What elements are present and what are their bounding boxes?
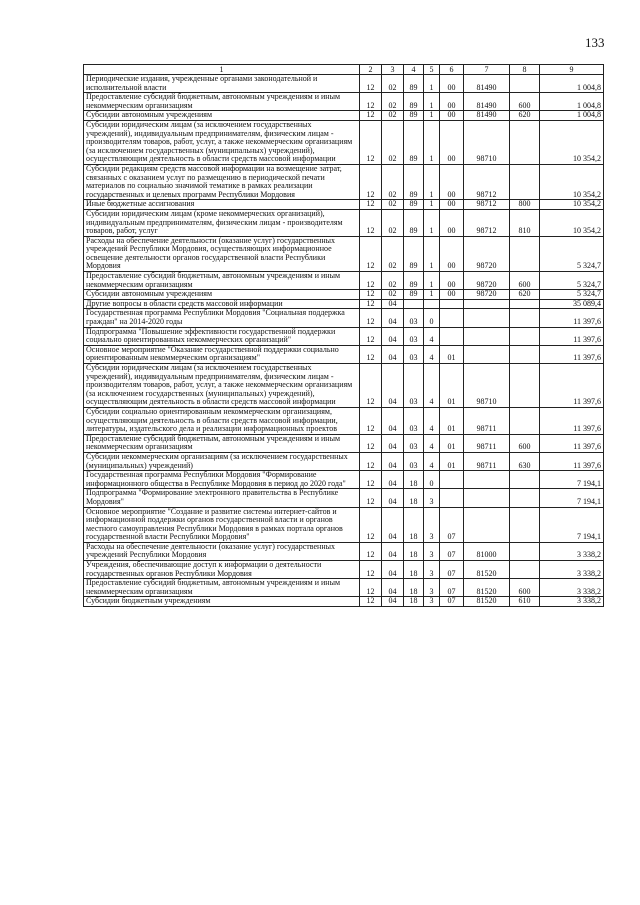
table-row: [84, 209, 604, 236]
table-row: [84, 272, 604, 290]
cell-code: 810: [510, 209, 540, 236]
cell-code: 02: [382, 93, 404, 111]
cell-code: 18: [404, 561, 424, 579]
cell-code: 12: [360, 120, 382, 164]
table-row: [84, 542, 604, 560]
cell-code: 04: [382, 542, 404, 560]
cell-code: 81520: [464, 579, 510, 597]
cell-code: 12: [360, 471, 382, 489]
row-name: Учреждения, обеспечивающие доступ к информации о деятельности государственных органов Республики Мордовия: [84, 561, 360, 579]
row-name: Основное мероприятие "Создание и развитие системы интернет-сайтов и информационной поддержки органов государственной власти и органов местного самоуправления Республики Мордовия в рамках портала органов государственной власти Республики Мордовия": [84, 507, 360, 542]
row-name: Субсидии бюджетным учреждениям: [84, 597, 360, 607]
cell-amount: 3 338,2: [540, 597, 604, 607]
cell-code: 12: [360, 345, 382, 363]
cell-code: 98720: [464, 272, 510, 290]
row-name: Государственная программа Республики Мордовия "Формирование информационного общества в Республике Мордовия в период до 2020 года": [84, 471, 360, 489]
cell-code: [440, 327, 464, 345]
cell-code: 04: [382, 434, 404, 452]
cell-code: 89: [404, 164, 424, 199]
cell-amount: 7 194,1: [540, 471, 604, 489]
cell-code: 02: [382, 120, 404, 164]
cell-code: 12: [360, 93, 382, 111]
cell-amount: 35 089,4: [540, 299, 604, 309]
table-row: [84, 561, 604, 579]
cell-code: 800: [510, 200, 540, 210]
table-row: [84, 579, 604, 597]
table-row: [84, 111, 604, 121]
cell-code: 02: [382, 75, 404, 93]
cell-code: 4: [424, 434, 440, 452]
cell-code: 12: [360, 309, 382, 327]
cell-amount: 1 004,8: [540, 75, 604, 93]
table-row: [84, 434, 604, 452]
cell-code: 12: [360, 299, 382, 309]
column-header: 5: [424, 65, 440, 75]
cell-code: 98710: [464, 120, 510, 164]
cell-code: 600: [510, 93, 540, 111]
cell-code: 4: [424, 345, 440, 363]
cell-code: 18: [404, 507, 424, 542]
cell-code: 04: [382, 561, 404, 579]
row-name: Расходы на обеспечение деятельности (оказание услуг) государственных учреждений Республики Мордовия, осуществляющих информационное освещение деятельности органов государственной власти Республики Мордовия: [84, 236, 360, 271]
budget-table: [83, 64, 604, 607]
column-header: 3: [382, 65, 404, 75]
cell-code: 02: [382, 111, 404, 121]
cell-code: [440, 299, 464, 309]
cell-code: 600: [510, 579, 540, 597]
table-row: [84, 471, 604, 489]
cell-code: [510, 164, 540, 199]
table-row: [84, 364, 604, 408]
cell-code: 03: [404, 327, 424, 345]
cell-amount: 11 397,6: [540, 309, 604, 327]
table-row: [84, 93, 604, 111]
cell-code: [510, 407, 540, 434]
cell-code: 12: [360, 75, 382, 93]
column-header: 8: [510, 65, 540, 75]
column-header: 1: [84, 65, 360, 75]
cell-code: [464, 507, 510, 542]
cell-code: [464, 299, 510, 309]
cell-code: 81520: [464, 561, 510, 579]
cell-code: 01: [440, 364, 464, 408]
row-name: Подпрограмма "Повышение эффективности государственной поддержки социально ориентированных некоммерческих организаций": [84, 327, 360, 345]
row-name: Субсидии автономным учреждениям: [84, 111, 360, 121]
cell-code: 3: [424, 489, 440, 507]
row-name: Предоставление субсидий бюджетным, автономным учреждениям и иным некоммерческим организациям: [84, 93, 360, 111]
cell-code: 12: [360, 407, 382, 434]
cell-code: [510, 327, 540, 345]
cell-code: 12: [360, 327, 382, 345]
cell-code: [510, 120, 540, 164]
cell-code: 89: [404, 111, 424, 121]
cell-code: 600: [510, 434, 540, 452]
cell-code: 98712: [464, 200, 510, 210]
cell-code: [510, 309, 540, 327]
cell-code: 07: [440, 542, 464, 560]
column-header: 2: [360, 65, 382, 75]
cell-code: 02: [382, 272, 404, 290]
cell-code: 89: [404, 290, 424, 300]
cell-code: 12: [360, 364, 382, 408]
cell-amount: 3 338,2: [540, 579, 604, 597]
cell-code: [464, 327, 510, 345]
row-name: Субсидии юридическим лицам (за исключением государственных учреждений), индивидуальным предпринимателям, физическим лицам - производителям товаров, работ, услуг, а также некоммерческим организациям (за исключением государственных (муниципальных) учреждений), осуществляющим деятельность в области средств массовой информации: [84, 364, 360, 408]
row-name: Предоставление субсидий бюджетным, автономным учреждениям и иным некоммерческим организациям: [84, 579, 360, 597]
cell-code: 620: [510, 290, 540, 300]
cell-code: 01: [440, 434, 464, 452]
cell-code: 81490: [464, 111, 510, 121]
table-row: [84, 489, 604, 507]
cell-code: 0: [424, 471, 440, 489]
cell-code: 12: [360, 579, 382, 597]
cell-code: 04: [382, 327, 404, 345]
cell-code: [510, 364, 540, 408]
cell-code: 98720: [464, 290, 510, 300]
cell-code: 610: [510, 597, 540, 607]
cell-code: 98710: [464, 364, 510, 408]
cell-code: 12: [360, 272, 382, 290]
cell-code: 04: [382, 452, 404, 470]
cell-code: 12: [360, 209, 382, 236]
cell-code: 3: [424, 561, 440, 579]
column-header: 4: [404, 65, 424, 75]
cell-code: 00: [440, 75, 464, 93]
table-row: [84, 75, 604, 93]
cell-amount: 11 397,6: [540, 434, 604, 452]
cell-code: 00: [440, 93, 464, 111]
cell-code: [510, 345, 540, 363]
table-header-row: [84, 65, 604, 75]
row-name: Субсидии редакциям средств массовой информации на возмещение затрат, связанных с оказанием услуг по размещению в периодической печати материалов по социально значимой тематике в рамках реализации государственных и целевых программ Республики Мордовия: [84, 164, 360, 199]
cell-code: 98711: [464, 452, 510, 470]
cell-code: 12: [360, 434, 382, 452]
cell-code: 01: [440, 407, 464, 434]
cell-code: 04: [382, 345, 404, 363]
row-name: Основное мероприятие "Оказание государственной поддержки социально ориентированным некоммерческим организациям": [84, 345, 360, 363]
cell-code: 98712: [464, 164, 510, 199]
cell-code: [424, 299, 440, 309]
row-name: Периодические издания, учрежденные органами законодательной и исполнительной власти: [84, 75, 360, 93]
cell-amount: 3 338,2: [540, 542, 604, 560]
cell-amount: 5 324,7: [540, 290, 604, 300]
cell-code: 00: [440, 164, 464, 199]
cell-code: 01: [440, 345, 464, 363]
cell-amount: 11 397,6: [540, 407, 604, 434]
cell-code: 89: [404, 209, 424, 236]
table-row: [84, 290, 604, 300]
cell-code: 04: [382, 597, 404, 607]
cell-amount: 1 004,8: [540, 111, 604, 121]
cell-code: 1: [424, 209, 440, 236]
cell-code: [510, 75, 540, 93]
table-row: [84, 345, 604, 363]
column-header: 7: [464, 65, 510, 75]
table-row: [84, 327, 604, 345]
cell-code: 1: [424, 93, 440, 111]
cell-amount: 10 354,2: [540, 200, 604, 210]
cell-code: 03: [404, 407, 424, 434]
cell-code: 00: [440, 111, 464, 121]
cell-code: 04: [382, 364, 404, 408]
cell-code: [404, 299, 424, 309]
cell-code: 0: [424, 309, 440, 327]
row-name: Субсидии юридическим лицам (кроме некоммерческих организаций), индивидуальным предпринимателям, физическим лицам - производителям товаров, работ, услуг: [84, 209, 360, 236]
cell-code: 89: [404, 200, 424, 210]
cell-code: 3: [424, 542, 440, 560]
cell-code: 02: [382, 209, 404, 236]
cell-code: 12: [360, 597, 382, 607]
table-row: [84, 309, 604, 327]
cell-code: 02: [382, 200, 404, 210]
row-name: Иные бюджетные ассигнования: [84, 200, 360, 210]
column-header: 6: [440, 65, 464, 75]
cell-code: 03: [404, 309, 424, 327]
cell-code: 12: [360, 164, 382, 199]
table-row: [84, 407, 604, 434]
cell-code: 1: [424, 75, 440, 93]
cell-code: 98712: [464, 209, 510, 236]
table-row: [84, 164, 604, 199]
cell-code: [510, 561, 540, 579]
cell-code: 01: [440, 452, 464, 470]
cell-amount: 11 397,6: [540, 345, 604, 363]
cell-code: 81000: [464, 542, 510, 560]
cell-code: 89: [404, 236, 424, 271]
column-header: 9: [540, 65, 604, 75]
row-name: Расходы на обеспечение деятельности (оказание услуг) государственных учреждений Республики Мордовия: [84, 542, 360, 560]
cell-code: 1: [424, 200, 440, 210]
cell-amount: 11 397,6: [540, 327, 604, 345]
cell-code: 1: [424, 111, 440, 121]
cell-code: [510, 489, 540, 507]
row-name: Подпрограмма "Формирование электронного правительства в Республике Мордовия": [84, 489, 360, 507]
table-row: [84, 507, 604, 542]
cell-code: 03: [404, 452, 424, 470]
cell-code: 04: [382, 507, 404, 542]
cell-code: 3: [424, 579, 440, 597]
cell-amount: 5 324,7: [540, 236, 604, 271]
cell-amount: 1 004,8: [540, 93, 604, 111]
cell-code: 12: [360, 290, 382, 300]
cell-code: 4: [424, 407, 440, 434]
cell-code: 3: [424, 597, 440, 607]
table-row: [84, 299, 604, 309]
cell-code: 18: [404, 489, 424, 507]
cell-code: 18: [404, 471, 424, 489]
cell-code: 81490: [464, 75, 510, 93]
row-name: Предоставление субсидий бюджетным, автономным учреждениям и иным некоммерческим организациям: [84, 272, 360, 290]
cell-code: 89: [404, 272, 424, 290]
cell-code: [464, 471, 510, 489]
cell-amount: 10 354,2: [540, 164, 604, 199]
cell-code: 04: [382, 489, 404, 507]
cell-code: 04: [382, 299, 404, 309]
cell-code: 4: [424, 452, 440, 470]
cell-code: 07: [440, 561, 464, 579]
table-row: [84, 200, 604, 210]
cell-code: [464, 309, 510, 327]
cell-code: 18: [404, 597, 424, 607]
cell-code: 1: [424, 120, 440, 164]
cell-code: 04: [382, 309, 404, 327]
cell-code: 00: [440, 200, 464, 210]
cell-code: 89: [404, 93, 424, 111]
cell-code: 07: [440, 507, 464, 542]
cell-code: 630: [510, 452, 540, 470]
cell-amount: 5 324,7: [540, 272, 604, 290]
row-name: Государственная программа Республики Мордовия "Социальная поддержка граждан" на 2014-2020 годы: [84, 309, 360, 327]
cell-code: 07: [440, 597, 464, 607]
cell-code: 4: [424, 364, 440, 408]
cell-code: 04: [382, 579, 404, 597]
cell-code: 12: [360, 452, 382, 470]
cell-code: 04: [382, 471, 404, 489]
row-name: Субсидии автономным учреждениям: [84, 290, 360, 300]
row-name: Предоставление субсидий бюджетным, автономным учреждениям и иным некоммерческим организациям: [84, 434, 360, 452]
table-row: [84, 236, 604, 271]
page-number: 133: [585, 35, 605, 50]
cell-amount: 11 397,6: [540, 364, 604, 408]
cell-code: 02: [382, 236, 404, 271]
cell-code: 81520: [464, 597, 510, 607]
cell-code: [464, 489, 510, 507]
cell-code: 12: [360, 489, 382, 507]
cell-code: 620: [510, 111, 540, 121]
cell-code: 18: [404, 579, 424, 597]
cell-code: 98711: [464, 407, 510, 434]
cell-amount: 7 194,1: [540, 507, 604, 542]
cell-code: 1: [424, 164, 440, 199]
cell-code: 00: [440, 236, 464, 271]
cell-code: 3: [424, 507, 440, 542]
cell-code: 600: [510, 272, 540, 290]
row-name: Другие вопросы в области средств массовой информации: [84, 299, 360, 309]
cell-code: 89: [404, 120, 424, 164]
cell-code: 03: [404, 364, 424, 408]
cell-code: 18: [404, 542, 424, 560]
cell-code: 12: [360, 200, 382, 210]
cell-code: [440, 489, 464, 507]
cell-code: 00: [440, 209, 464, 236]
cell-code: 03: [404, 434, 424, 452]
cell-code: [440, 471, 464, 489]
cell-code: 00: [440, 272, 464, 290]
cell-code: [440, 309, 464, 327]
cell-code: 98720: [464, 236, 510, 271]
table-row: [84, 452, 604, 470]
cell-code: 12: [360, 542, 382, 560]
cell-code: [510, 542, 540, 560]
cell-amount: 11 397,6: [540, 452, 604, 470]
cell-code: [510, 299, 540, 309]
cell-code: 02: [382, 164, 404, 199]
cell-code: 1: [424, 236, 440, 271]
cell-code: [464, 345, 510, 363]
cell-amount: 10 354,2: [540, 120, 604, 164]
cell-code: 03: [404, 345, 424, 363]
cell-amount: 10 354,2: [540, 209, 604, 236]
cell-code: 12: [360, 561, 382, 579]
cell-code: 98711: [464, 434, 510, 452]
cell-code: 81490: [464, 93, 510, 111]
row-name: Субсидии социально ориентированным некоммерческим организациям, осуществляющим деятельность в области средств массовой информации, литературы, издательского дела и реализации информационных проектов: [84, 407, 360, 434]
cell-code: 00: [440, 120, 464, 164]
row-name: Субсидии некоммерческим организациям (за исключением государственных (муниципальных) учреждений): [84, 452, 360, 470]
cell-code: 12: [360, 507, 382, 542]
cell-amount: 7 194,1: [540, 489, 604, 507]
cell-code: 1: [424, 272, 440, 290]
cell-code: 07: [440, 579, 464, 597]
row-name: Субсидии юридическим лицам (за исключением государственных учреждений), индивидуальным предпринимателям, физическим лицам - производителям товаров, работ, услуг, а также некоммерческим организациям (за исключением государственных (муниципальных) учреждений), осуществляющим деятельность в области средств массовой информации: [84, 120, 360, 164]
cell-code: 89: [404, 75, 424, 93]
cell-code: [510, 507, 540, 542]
cell-code: [510, 236, 540, 271]
cell-code: 00: [440, 290, 464, 300]
cell-code: 02: [382, 290, 404, 300]
cell-code: 12: [360, 236, 382, 271]
cell-code: 1: [424, 290, 440, 300]
cell-code: 04: [382, 407, 404, 434]
table-row: [84, 120, 604, 164]
table-row: [84, 597, 604, 607]
cell-code: 4: [424, 327, 440, 345]
cell-code: [510, 471, 540, 489]
cell-code: 12: [360, 111, 382, 121]
cell-amount: 3 338,2: [540, 561, 604, 579]
